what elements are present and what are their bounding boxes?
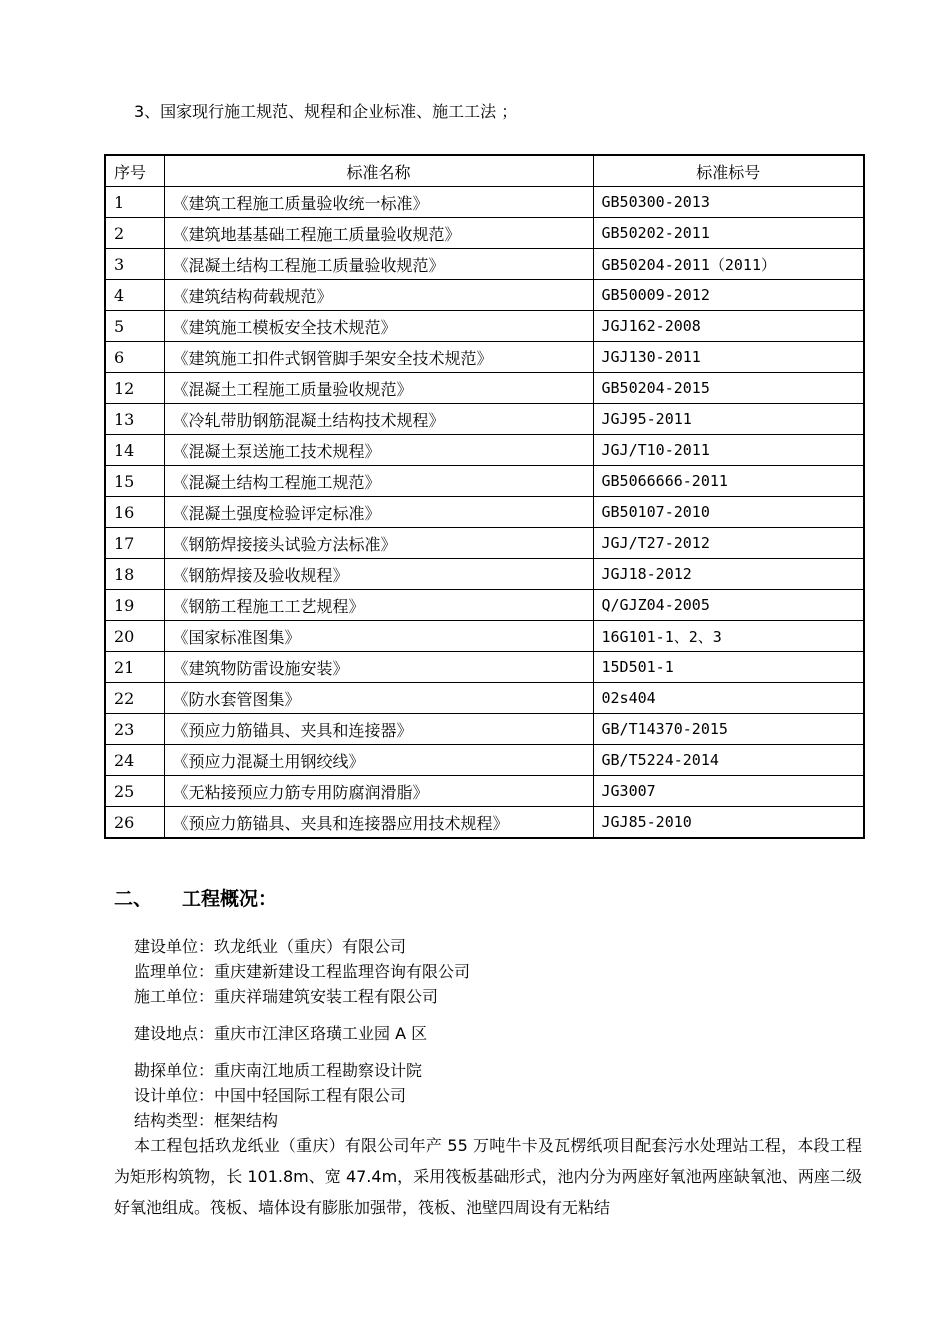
row-index: 22 xyxy=(105,683,164,714)
standard-code: JGJ130-2011 xyxy=(593,342,864,373)
header-index: 序号 xyxy=(105,155,164,187)
table-row xyxy=(105,807,864,839)
standard-name: 《钢筋工程施工工艺规程》 xyxy=(164,590,593,621)
row-index: 26 xyxy=(105,807,164,839)
standard-name: 《冷轧带肋钢筋混凝土结构技术规程》 xyxy=(164,404,593,435)
table-row xyxy=(105,435,864,466)
row-index: 5 xyxy=(105,311,164,342)
standard-code: GB5066666-2011 xyxy=(593,466,864,497)
standard-code: GB/T14370-2015 xyxy=(593,714,864,745)
table-row xyxy=(105,745,864,776)
standard-code: JGJ85-2010 xyxy=(593,807,864,839)
table-row xyxy=(105,311,864,342)
row-index: 14 xyxy=(105,435,164,466)
row-index: 21 xyxy=(105,652,164,683)
info-line: 监理单位：重庆建新建设工程监理咨询有限公司 xyxy=(134,962,471,981)
row-index: 19 xyxy=(105,590,164,621)
standards-table xyxy=(104,154,865,839)
standard-code: JGJ/T10-2011 xyxy=(593,435,864,466)
row-index: 16 xyxy=(105,497,164,528)
table-header-row xyxy=(105,155,864,187)
table-row xyxy=(105,528,864,559)
row-index: 3 xyxy=(105,249,164,280)
row-index: 23 xyxy=(105,714,164,745)
section-heading xyxy=(114,884,277,911)
standard-code: GB50107-2010 xyxy=(593,497,864,528)
standard-code: GB50300-2013 xyxy=(593,187,864,218)
standard-name: 《国家标准图集》 xyxy=(164,621,593,652)
info-line: 勘探单位：重庆南江地质工程勘察设计院 xyxy=(134,1061,423,1080)
project-description: 本工程包括玖龙纸业（重庆）有限公司年产 55 万吨牛卡及瓦楞纸项目配套污水处理站工程，本段工程为矩形构筑物，长 101.8m、宽 47.4m，采用筏板基础形式，池内分为两座好氧池两座缺氧池、两座二级好氧池组成。筏板、墙体设有膨胀加强带，筏板、池壁四周设有无粘结 xyxy=(114,1136,862,1217)
standard-name: 《钢筋焊接及验收规程》 xyxy=(164,559,593,590)
standard-code: 15D501-1 xyxy=(593,652,864,683)
table-row xyxy=(105,218,864,249)
table-row xyxy=(105,590,864,621)
row-index: 25 xyxy=(105,776,164,807)
standard-name: 《无粘接预应力筋专用防腐润滑脂》 xyxy=(164,776,593,807)
info-line: 施工单位：重庆祥瑞建筑安装工程有限公司 xyxy=(134,987,439,1006)
section-number: 二、 xyxy=(114,888,153,910)
row-index: 15 xyxy=(105,466,164,497)
table-row xyxy=(105,280,864,311)
row-index: 4 xyxy=(105,280,164,311)
standard-name: 《混凝土结构工程施工质量验收规范》 xyxy=(164,249,593,280)
table-row xyxy=(105,497,864,528)
table-row xyxy=(105,342,864,373)
row-index: 17 xyxy=(105,528,164,559)
standard-code: GB50009-2012 xyxy=(593,280,864,311)
row-index: 20 xyxy=(105,621,164,652)
table-row xyxy=(105,652,864,683)
info-line: 建设单位：玖龙纸业（重庆）有限公司 xyxy=(134,937,407,956)
row-index: 13 xyxy=(105,404,164,435)
standard-name: 《混凝土泵送施工技术规程》 xyxy=(164,435,593,466)
standard-code: JGJ/T27-2012 xyxy=(593,528,864,559)
table-row xyxy=(105,776,864,807)
standard-code: JG3007 xyxy=(593,776,864,807)
table-row xyxy=(105,187,864,218)
standard-name: 《建筑地基基础工程施工质量验收规范》 xyxy=(164,218,593,249)
standard-name: 《混凝土结构工程施工规范》 xyxy=(164,466,593,497)
standard-code: GB/T5224-2014 xyxy=(593,745,864,776)
standard-code: GB50204-2015 xyxy=(593,373,864,404)
standard-name: 《防水套管图集》 xyxy=(164,683,593,714)
table-row xyxy=(105,249,864,280)
standards-heading: 3、国家现行施工规范、规程和企业标准、施工工法 ； xyxy=(134,102,518,121)
table-row xyxy=(105,714,864,745)
info-line: 设计单位：中国中轻国际工程有限公司 xyxy=(134,1086,407,1105)
table-row xyxy=(105,373,864,404)
standard-name: 《建筑物防雷设施安装》 xyxy=(164,652,593,683)
row-index: 6 xyxy=(105,342,164,373)
table-row xyxy=(105,559,864,590)
standard-name: 《建筑施工模板安全技术规范》 xyxy=(164,311,593,342)
standard-code: 02s404 xyxy=(593,683,864,714)
standard-name: 《建筑工程施工质量验收统一标准》 xyxy=(164,187,593,218)
row-index: 2 xyxy=(105,218,164,249)
info-line: 建设地点：重庆市江津区珞璜工业园 A 区 xyxy=(134,1024,428,1043)
standard-name: 《建筑结构荷载规范》 xyxy=(164,280,593,311)
standard-code: JGJ162-2008 xyxy=(593,311,864,342)
header-standard-name: 标准名称 xyxy=(164,155,593,187)
table-row xyxy=(105,404,864,435)
row-index: 18 xyxy=(105,559,164,590)
header-standard-code: 标准标号 xyxy=(593,155,864,187)
standard-name: 《预应力筋锚具、夹具和连接器》 xyxy=(164,714,593,745)
standard-name: 《预应力筋锚具、夹具和连接器应用技术规程》 xyxy=(164,807,593,839)
standard-name: 《钢筋焊接接头试验方法标准》 xyxy=(164,528,593,559)
row-index: 24 xyxy=(105,745,164,776)
info-line: 结构类型：框架结构 xyxy=(134,1111,279,1130)
standard-name: 《混凝土强度检验评定标准》 xyxy=(164,497,593,528)
standard-code: Q/GJZ04-2005 xyxy=(593,590,864,621)
standard-code: GB50202-2011 xyxy=(593,218,864,249)
standard-code: JGJ18-2012 xyxy=(593,559,864,590)
standard-name: 《建筑施工扣件式钢管脚手架安全技术规范》 xyxy=(164,342,593,373)
table-row xyxy=(105,621,864,652)
table-row xyxy=(105,683,864,714)
row-index: 1 xyxy=(105,187,164,218)
standard-code: 16G101-1、2、3 xyxy=(593,621,864,652)
standard-code: JGJ95-2011 xyxy=(593,404,864,435)
row-index: 12 xyxy=(105,373,164,404)
table-row xyxy=(105,466,864,497)
standard-code: GB50204-2011（2011） xyxy=(593,249,864,280)
section-title: 工程概况： xyxy=(182,888,278,910)
standard-name: 《预应力混凝土用钢绞线》 xyxy=(164,745,593,776)
standard-name: 《混凝土工程施工质量验收规范》 xyxy=(164,373,593,404)
standards-table-body xyxy=(105,187,864,839)
